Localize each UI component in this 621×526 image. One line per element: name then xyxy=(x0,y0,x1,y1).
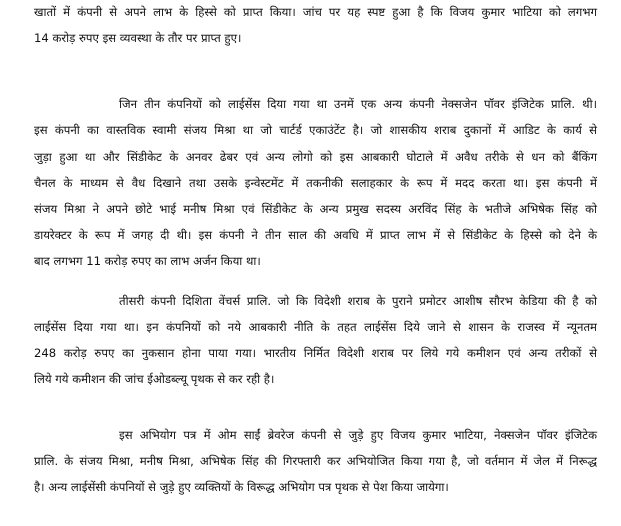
paragraph-4-line-1: इस अभियोग पत्र में ओम साईं ब्रेवरेज कंपनी से जुड़े हुए विजय कुमार भाटिया, नेक्सजेन पॉवर इंजिटेक xyxy=(119,428,597,442)
paragraph-3-line-2: लाईसेंस दिया गया था। इन कंपनियों को नये आबकारी नीति के तहत लाईसेंस दिये जाने से शासन के राजस्व में न्यूनतम xyxy=(34,320,597,334)
paragraph-1-line-1: खातों में कंपनी से अपने लाभ के हिस्से को प्राप्त किया। जांच पर यह स्पष्ट हुआ है कि विजय कुमार भाटिया को लगभग xyxy=(34,5,597,19)
paragraph-2-line-6: डायरेक्टर के रूप में जगह दी थी। इस कंपनी ने तीन साल की अवधि में प्राप्त लाभ में से सिंडीकेट के हिस्से को देने के xyxy=(34,228,597,242)
paragraph-1-line-2: 14 करोड़ रुपए इस व्यवस्था के तौर पर प्राप्त हुए। xyxy=(34,31,242,45)
paragraph-2-line-7: बाद लगभग 11 करोड़ रुपए का लाभ अर्जन किया था। xyxy=(34,254,261,268)
paragraph-2-line-5: संजय मिश्रा ने अपने छोटे भाई मनीष मिश्रा एवं सिंडीकेट के अन्य प्रमुख सदस्य अरविंद सिंह के भतीजे अभिषेक सिंह को xyxy=(34,202,597,216)
paragraph-3-line-1: तीसरी कंपनी दिशिता वेंचर्स प्रालि. जो कि विदेशी शराब के पुराने प्रमोटर आशीष सौरभ केडिया की है को xyxy=(119,294,597,308)
paragraph-2-line-2: इस कंपनी का वास्तविक स्वामी संजय मिश्रा था जो चार्टर्ड एकाउंटेंट है। जो शासकीय शराब दुकानों में आडिट के कार्य से xyxy=(34,123,597,137)
paragraph-3-line-4: लिये गये कमीशन की जांच ईओडब्ल्यू पृथक से कर रही है। xyxy=(34,372,275,386)
paragraph-4-line-3: है। अन्य लाईसेंसी कंपनियों से जुड़े हुए व्यक्तियों के विरूद्ध अभियोग पत्र पृथक से पेश किया जायेगा। xyxy=(34,480,449,494)
paragraph-3-line-3: 248 करोड़ रुपए का नुकसान होना पाया गया। भारतीय निर्मित विदेशी शराब पर लिये गये कमीशन एवं अन्य तरीकों से xyxy=(34,346,597,360)
paragraph-4-line-2: प्रालि. के संजय मिश्रा, मनीष मिश्रा, अभिषेक सिंह की गिरफ्तारी कर अभियोजित किया गया है, जो वर्तमान में जेल में निरूद्ध xyxy=(34,454,597,468)
paragraph-2-line-3: जुड़ा हुआ था और सिंडीकेट के अनवर ढेबर एवं अन्य लोगो को इस आबकारी घोटाले में अवैध तरीके से धन को बैंकिंग xyxy=(34,150,597,164)
paragraph-2-line-4: चैनल के माध्यम से वैध दिखाने तथा उसके इन्वेस्टमेंट में तकनीकी सलाहकार के रूप में मदद करता था। इस कंपनी में xyxy=(34,176,597,190)
paragraph-2-line-1: जिन तीन कंपनियों को लाईसेंस दिया गया था उनमें एक अन्य कंपनी नेक्सजेन पॉवर इंजिटेक प्रालि. थी। xyxy=(119,97,597,111)
